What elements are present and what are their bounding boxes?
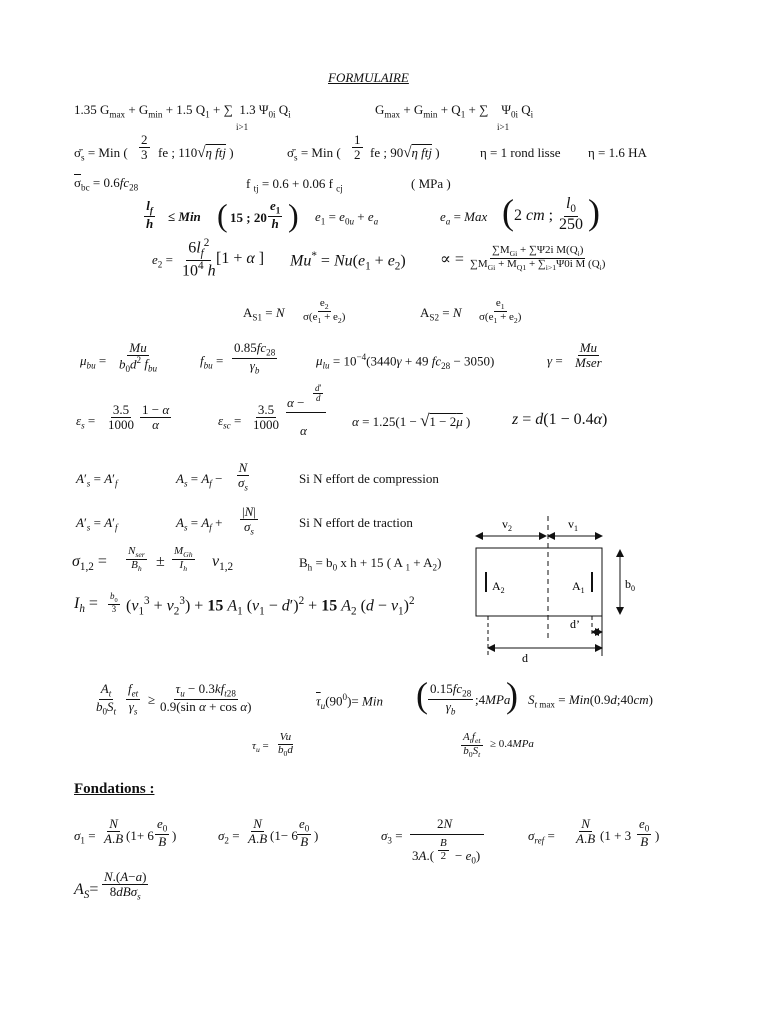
mu-bu-label: $\mu_{bu}$ = xyxy=(80,353,107,371)
sigma-s-formula-2: $\sigmā_s$ = Min ( xyxy=(287,145,341,163)
fbu-label: $f_{bu}$ = xyxy=(200,353,224,371)
a1-label: $A_1$ xyxy=(572,579,585,595)
sigma2-tail: (1− 6 xyxy=(270,828,298,843)
fraction: Mu Mser xyxy=(575,340,602,370)
fraction: $\frac{e_2}{\sigma(e_1 + e_2)}$ xyxy=(303,297,346,326)
e1-formula: $e_1 = e_{0u} + e_a$ xyxy=(315,209,379,227)
fraction: $\frac{A_t}{b_0S_t}$ xyxy=(96,681,117,717)
ih-label: $I_h$ = xyxy=(74,595,98,616)
ea-body: 2 cm ; xyxy=(514,207,554,224)
sigma-ref-tail: (1 + 3 xyxy=(600,828,632,843)
tau-90-tail: ;4MPa xyxy=(475,692,511,707)
ea-formula: $e_a$ = Max xyxy=(440,209,488,227)
fraction: N.(A−a) 8dBσ$_s$ xyxy=(104,869,147,902)
alpha-denominator: α xyxy=(300,423,307,438)
bracket-term: [1 + α ] xyxy=(216,250,265,267)
alpha-fraction: $\sum M_{Gi} + \sum\Psi 2i$ $M(Q_i)$ $\sum M_{Gi} + M_{Q1} + \sum_{i>1}\Psi 0i$ M $(Q_i)$ xyxy=(470,244,606,273)
fraction: $\frac{N}{A.B}$ xyxy=(248,816,268,846)
paren: ( xyxy=(502,192,514,232)
mu-star-formula: $Mu^* = Nu(e_1 + e_2)$ xyxy=(290,250,406,273)
sigma3-den-b: − $e_0$) xyxy=(455,848,481,866)
as-prime-formula: $A'_s = A'_f$ xyxy=(76,471,118,489)
fraction: Mu $b_0d^2$ $f_{bu}$ xyxy=(119,340,158,374)
alpha-formula: α = 1.25(1 − √1 − 2μ ) xyxy=(352,411,471,430)
plus-minus: ± xyxy=(156,553,165,570)
ftj-formula: f $_{tj}$ = 0.6 + 0.06 f $_{cj}$ xyxy=(246,176,343,194)
fraction: $\frac{e_0}{B}$ xyxy=(157,816,168,850)
paren: ) xyxy=(172,828,177,843)
combination-elu: 1.35 $G_{max} + G_{min} + 1.5$ $Q_1$ + ∑ 1.3 $\Psi_{0i}$ $Q_i$ xyxy=(74,102,291,120)
sum-index: i>1 xyxy=(236,122,249,132)
slenderness-fraction: $\frac{l_f}{h}$ xyxy=(146,198,154,232)
sigma-s-formula-1: $\sigmā_s$ = Min ( xyxy=(74,145,128,163)
min-shear-condition: ≥ 0.4MPa xyxy=(490,738,534,750)
b0-label: $b_0$ xyxy=(625,577,635,593)
d-prime-label: d’ xyxy=(570,617,580,631)
fraction: $f_{et}$ $\gamma_s$ xyxy=(128,681,139,717)
st-max-formula: $S_{t max}$ = Min(0.9d;40cm) xyxy=(528,692,653,710)
shear-fraction: $\tau_u - 0.3kf_{t28}$ 0.9(sin α + cos α) xyxy=(160,681,252,715)
sigma-s-rest-2: fe ; 90√η ftj ) xyxy=(370,145,440,161)
sigma-bc-formula: $\overline{\sigma}_{bc} = 0.6fc_{28}$ xyxy=(74,175,139,193)
as-foundation-label: $A_S=$ xyxy=(74,881,99,902)
fraction: $\frac{b_0}{3}$ xyxy=(110,591,118,615)
as1-formula: $A_{S1} = N$ xyxy=(243,305,285,323)
note-compression: Si N effort de compression xyxy=(299,471,439,486)
v12-label: $v_{1,2}$ xyxy=(212,553,234,574)
paren: ) xyxy=(288,197,299,233)
sigma2-label: $\sigma_2$ = xyxy=(218,828,240,846)
e2-label: $e_2$ = xyxy=(152,252,173,270)
fraction-bar xyxy=(410,834,484,835)
fraction: $\frac{3.5}{1000}$ xyxy=(108,402,134,432)
fraction: $\frac{e_1}{h}$ xyxy=(270,198,281,232)
alpha-label: ∝ = xyxy=(440,251,464,268)
sigma-ref-label: $\sigma_{ref}$ = xyxy=(528,828,555,846)
sigma3-label: $\sigma_3$ = xyxy=(381,828,403,846)
eta-rond-lisse: η = 1 rond lisse xyxy=(480,145,561,160)
v2-label: $v_2$ xyxy=(502,517,512,533)
mu-lu-formula: $\mu_{lu} = 10^{-4}(3440\gamma + 49$ $fc_{28} - 3050$) xyxy=(316,352,495,371)
fraction: $\frac{N}{A.B}$ xyxy=(576,816,596,846)
paren: ) xyxy=(314,828,319,843)
fraction: $\frac{1 - \alpha}{\alpha}$ xyxy=(142,402,170,432)
paren: ) xyxy=(588,192,600,232)
unit-label: ( MPa ) xyxy=(411,176,451,191)
page-title: FORMULAIRE xyxy=(328,70,409,85)
combination-els: $G_{max} + G_{min} + Q_1$ + ∑ $\Psi_{0i}$ $Q_i$ xyxy=(375,102,534,120)
fraction: $\frac{0.15fc_{28}}{\gamma_b}$ xyxy=(430,681,472,717)
sigma3-numerator: 2N xyxy=(437,816,453,831)
fraction: $\frac{|N|}{\sigma_s}$ xyxy=(242,504,256,537)
fraction: $\frac{l_0}{250}$ xyxy=(559,195,583,233)
fraction: $N_{ser}$ $B_h$ xyxy=(128,545,145,574)
fraction-bar xyxy=(286,412,326,413)
fraction: $A_tf_{et}$ $b_0S_t$ xyxy=(463,731,481,760)
fraction: $\frac{e_0}{B}$ xyxy=(639,816,650,850)
tau-90-formula: $\overline{\tau}_u(90^0)=$ Min xyxy=(316,692,383,711)
as-prime-formula: $A'_s = A'_f$ xyxy=(76,515,118,533)
as2-formula: $A_{S2} = N$ xyxy=(420,305,462,323)
sigma3-den-a: 3A.( xyxy=(412,848,435,863)
a2-label: $A_2$ xyxy=(492,579,505,595)
as-formula: $A_s = A_f$ − xyxy=(176,471,223,489)
note-traction: Si N effort de traction xyxy=(299,515,413,530)
min-label: ≤ Min xyxy=(168,209,201,224)
fraction: $\frac{6l_f^2}{10^4 h}$ xyxy=(182,237,216,280)
eps-sc-label: $\varepsilon_{sc}$ = xyxy=(218,413,242,431)
sum-index: i>1 xyxy=(497,122,510,132)
fraction: $\frac{3.5}{1000}$ xyxy=(253,402,279,432)
fraction: $\frac{Vu}{b_0d}$ xyxy=(278,731,293,758)
sigma1-label: $\sigma_1$ = xyxy=(74,828,96,846)
fraction: $\frac{B}{2}$ xyxy=(440,837,447,862)
d-label: d xyxy=(522,651,528,665)
v1-label: $v_1$ xyxy=(568,517,578,533)
paren: ) xyxy=(655,828,660,843)
fraction: $\frac{e_1}{\sigma(e_1 + e_2)}$ xyxy=(479,297,522,326)
ih-rest: $(v_1^3 + v_2^3) + 15$ $A_1$ $(v_1 - d')^2 + 15$ $A_2$ $(d - v_1)^2$ xyxy=(126,595,415,618)
section-diagram xyxy=(470,512,640,672)
section-heading-fondations: Fondations : xyxy=(74,781,155,797)
tau-u-label: $\tau_u$ = xyxy=(252,740,269,755)
fraction: $M_{Gh}$ $I_h$ xyxy=(174,545,193,574)
eta-ha: η = 1.6 HA xyxy=(588,145,647,160)
sigma-s-rest-1: fe ; 110√η ftj ) xyxy=(158,145,234,161)
sigma1-tail: (1+ 6 xyxy=(126,828,154,843)
eps-s-label: $\varepsilon_s$ = xyxy=(76,413,96,431)
gamma-label: γ = xyxy=(547,353,563,368)
as-formula: $A_s = A_f$ + xyxy=(176,515,223,533)
geq: ≥ xyxy=(148,692,156,707)
min-body: 15 ; 20 xyxy=(230,210,267,225)
bh-formula: $B_h = b_0$ x h + 15 ( A $_1 + A_2$) xyxy=(299,555,442,573)
fraction: $\frac{N}{\sigma_s}$ xyxy=(238,460,248,493)
fraction: $\frac{N}{A.B}$ xyxy=(104,816,124,846)
fraction: $\frac{d'}{d}$ xyxy=(315,383,322,404)
paren: ( xyxy=(416,675,428,715)
sigma-12-label: $\sigma_{1,2}$ = xyxy=(72,553,107,574)
fraction: $\frac{e_0}{B}$ xyxy=(299,816,310,850)
paren: ( xyxy=(217,197,228,233)
fraction: $\frac{2}{3}$ xyxy=(141,132,148,162)
fraction: $\frac{0.85fc_{28}}{\gamma_b}$ xyxy=(234,340,276,376)
alpha-minus: α − xyxy=(287,395,305,410)
fraction: $\frac{1}{2}$ xyxy=(354,132,361,162)
paren: ) xyxy=(506,675,518,715)
z-formula: z = d(1 − 0.4α) xyxy=(512,411,608,428)
